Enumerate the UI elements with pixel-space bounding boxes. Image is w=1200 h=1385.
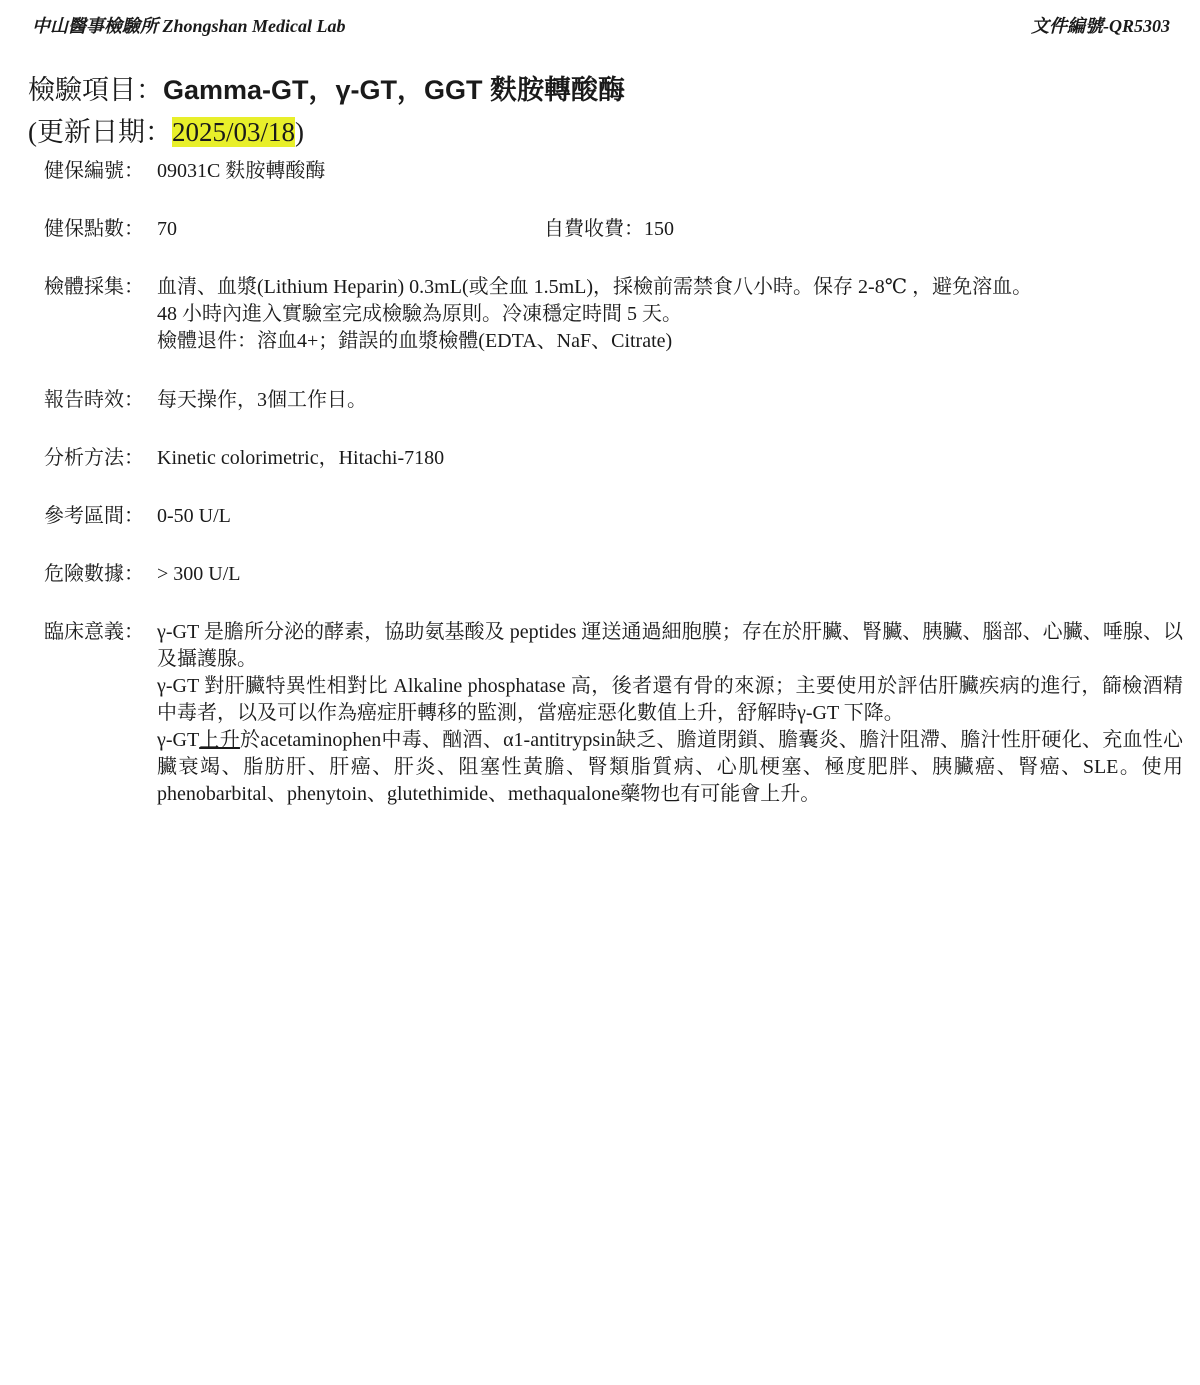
self-pay-fee xyxy=(544,216,674,243)
update-date-prefix: (更新日期： xyxy=(28,117,172,147)
clinical-text: 於acetaminophen中毒、酗酒、α1-antitrypsin缺乏、膽道閉鎖、膽囊炎、膽汁阻滯、膽汁性肝硬化、充血性心臟衰竭、脂肪肝、肝癌、肝炎、阻塞性黃膽、腎類脂質病、心肌梗塞、極度肥胖、胰臟癌、腎癌、SLE。使用phenobarbital、phenytoin、glutethimide、methaqualone藥物也有可能會上升。 xyxy=(157,729,1183,805)
document-number: 文件編號-QR5303 xyxy=(1031,16,1170,36)
specimen-line: 48 小時內進入實驗室完成檢驗為原則。冷凍穩定時間 5 天。 xyxy=(157,303,682,325)
field-label: 參考區間： xyxy=(44,505,144,527)
clinical-paragraph: γ-GT 是膽所分泌的酵素，協助氨基酸及 peptides 運送通過細胞膜；存在於肝臟、腎臟、胰臟、腦部、心臟、唾腺、以及攝護腺。 xyxy=(157,621,1183,670)
field-value: Kinetic colorimetric，Hitachi-7180 xyxy=(157,447,445,469)
clinical-paragraph xyxy=(157,727,1183,808)
field-label: 分析方法： xyxy=(44,447,144,469)
lab-name-header: 中山醫事檢驗所 Zhongshan Medical Lab xyxy=(32,16,346,36)
update-date-line xyxy=(28,110,304,149)
field-label: 臨床意義： xyxy=(44,621,144,643)
update-date-suffix: ) xyxy=(295,117,305,147)
field-label: 檢體採集： xyxy=(44,276,144,298)
field-label: 報告時效： xyxy=(44,389,144,411)
field-value: 每天操作，3個工作日。 xyxy=(157,389,367,411)
title-prefix: 檢驗項目： xyxy=(28,75,163,105)
field-value xyxy=(157,619,1183,808)
field-label: 自費收費： xyxy=(544,218,644,240)
specimen-line: 檢體退件：溶血4+；錯誤的血漿檢體(EDTA、NaF、Citrate) xyxy=(157,330,673,352)
field-value: 0-50 U/L xyxy=(157,505,231,527)
clinical-text: γ-GT xyxy=(157,729,200,751)
test-item-name: Gamma-GT，γ-GT，GGT 麩胺轉酸酶 xyxy=(163,75,626,105)
specimen-line: 血清、血漿(Lithium Heparin) 0.3mL(或全血 1.5mL)，採檢前需禁食八小時。保存 2-8℃ ，避免溶血。 xyxy=(157,276,1033,298)
clinical-underlined-text: 上升 xyxy=(199,729,240,751)
field-value: 150 xyxy=(644,218,674,240)
field-label: 健保點數： xyxy=(44,218,144,240)
clinical-paragraph: γ-GT 對肝臟特異性相對比 Alkaline phosphatase 高，後者還有骨的來源；主要使用於評估肝臟疾病的進行，篩檢酒精中毒者，以及可以作為癌症肝轉移的監測，當癌症惡化數值上升，舒解時γ-GT 下降。 xyxy=(157,675,1183,724)
field-value: > 300 U/L xyxy=(157,563,241,585)
page-title xyxy=(28,68,625,107)
field-label: 危險數據： xyxy=(44,563,144,585)
field-value: 09031C 麩胺轉酸酶 xyxy=(157,160,326,182)
update-date-highlighted: 2025/03/18 xyxy=(172,117,296,147)
field-value: 70 xyxy=(157,218,177,240)
field-value xyxy=(157,274,1183,355)
field-label: 健保編號： xyxy=(44,160,144,182)
